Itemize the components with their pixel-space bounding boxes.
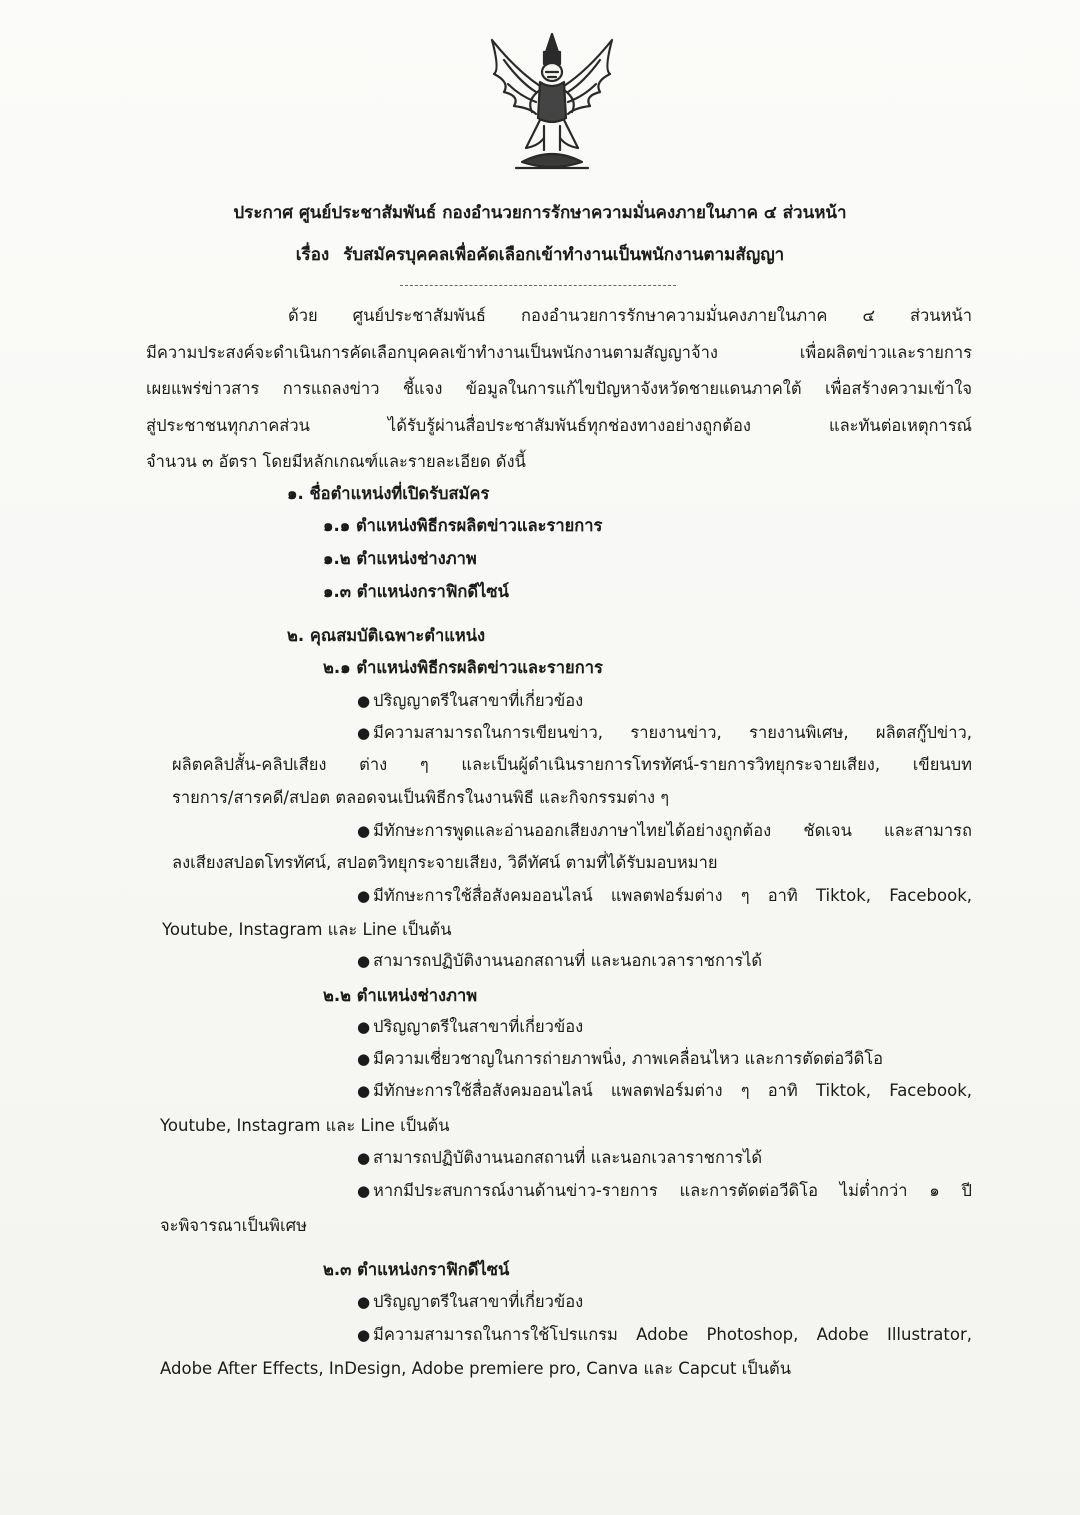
bullet-icon: ●: [357, 1293, 371, 1311]
qualification-continuation: ลงเสียงสปอตโทรทัศน์, สปอตวิทยุกระจายเสียง, วิดีทัศน์ ตามที่ได้รับมอบหมาย: [172, 853, 718, 872]
qualification-bullet: ● มีทักษะการใช้สื่อสังคมออนไลน์ แพลตฟอร์มต่าง ๆ อาทิ Tiktok, Facebook,: [357, 1078, 972, 1104]
qualification-continuation: Youtube, Instagram และ Line เป็นต้น: [160, 1116, 450, 1135]
bullet-icon: ●: [357, 1326, 371, 1344]
qualification-continuation: จะพิจารณาเป็นพิเศษ: [160, 1216, 308, 1235]
intro-paragraph: [146, 303, 972, 486]
qualification-bullet: ● มีความสามารถในการเขียนข่าว, รายงานข่าว, รายงานพิเศษ, ผลิตสกู๊ปข่าว,: [357, 720, 972, 746]
bullet-icon: ●: [357, 692, 371, 710]
bullet-icon: ●: [357, 1018, 371, 1036]
qualification-bullet: ● มีทักษะการพูดและอ่านออกเสียงภาษาไทยได้อย่างถูกต้อง ชัดเจน และสามารถ: [357, 818, 972, 844]
qualification-bullet: ● ปริญญาตรีในสาขาที่เกี่ยวข้อง: [357, 1014, 583, 1040]
bullet-icon: ●: [357, 1149, 371, 1167]
subject-label: เรื่อง: [295, 245, 330, 265]
bullet-icon: ●: [357, 1182, 371, 1200]
intro-line: เผยแพร่ข่าวสาร การแถลงข่าว ชี้แจง ข้อมูลในการแก้ไขปัญหาจังหวัดชายแดนภาคใต้ เพื่อสร้างความเข้าใจ: [146, 379, 972, 398]
bullet-icon: ●: [357, 887, 371, 905]
bullet-icon: ●: [357, 724, 371, 742]
announcement-title: ประกาศ ศูนย์ประชาสัมพันธ์ กองอำนวยการรักษาความมั่นคงภายในภาค ๔ ส่วนหน้า: [233, 203, 847, 223]
qualification-bullet: ● ปริญญาตรีในสาขาที่เกี่ยวข้อง: [357, 688, 583, 714]
qualification-continuation: Adobe After Effects, InDesign, Adobe premiere pro, Canva และ Capcut เป็นต้น: [160, 1359, 792, 1378]
qualification-bullet: ● มีความเชี่ยวชาญในการถ่ายภาพนิ่ง, ภาพเคลื่อนไหว และการตัดต่อวีดิโอ: [357, 1046, 883, 1072]
section1-item: ๑.๓ ตำแหน่งกราฟิกดีไซน์: [323, 582, 509, 601]
garuda-emblem-icon: [486, 30, 618, 180]
qualification-bullet: ● ปริญญาตรีในสาขาที่เกี่ยวข้อง: [357, 1289, 583, 1315]
bullet-icon: ●: [357, 1082, 371, 1100]
qualification-bullet: ● มีความสามารถในการใช้โปรแกรม Adobe Photoshop, Adobe Illustrator,: [357, 1322, 972, 1348]
qualification-bullet: ● สามารถปฏิบัติงานนอกสถานที่ และนอกเวลาราชการได้: [357, 948, 762, 974]
qualification-continuation: ผลิตคลิปสั้น-คลิปเสียง ต่าง ๆ และเป็นผู้ดำเนินรายการโทรทัศน์-รายการวิทยุกระจายเสียง, เขียนบท: [172, 755, 972, 774]
qualification-bullet: ● มีทักษะการใช้สื่อสังคมออนไลน์ แพลตฟอร์มต่าง ๆ อาทิ Tiktok, Facebook,: [357, 883, 972, 909]
section1-item: ๑.๑ ตำแหน่งพิธีกรผลิตข่าวและรายการ: [323, 516, 603, 535]
qualification-continuation: Youtube, Instagram และ Line เป็นต้น: [162, 920, 452, 939]
qualification-bullet: ● สามารถปฏิบัติงานนอกสถานที่ และนอกเวลาราชการได้: [357, 1145, 762, 1171]
section1-heading: ๑. ชื่อตำแหน่งที่เปิดรับสมัคร: [287, 484, 490, 503]
bullet-icon: ●: [357, 1050, 371, 1068]
position-heading: ๒.๑ ตำแหน่งพิธีกรผลิตข่าวและรายการ: [323, 658, 603, 677]
bullet-icon: ●: [357, 822, 371, 840]
intro-line: จำนวน ๓ อัตรา โดยมีหลักเกณฑ์และรายละเอียด ดังนี้: [146, 452, 526, 471]
intro-line: สู่ประชาชนทุกภาคส่วน ได้รับรู้ผ่านสื่อประชาสัมพันธ์ทุกช่องทางอย่างถูกต้อง และทันต่อเหตุการณ์: [146, 415, 972, 435]
bullet-icon: ●: [357, 952, 371, 970]
qualification-continuation: รายการ/สารคดี/สปอต ตลอดจนเป็นพิธีกรในงานพิธี และกิจกรรมต่าง ๆ: [172, 788, 670, 807]
position-heading: ๒.๒ ตำแหน่งช่างภาพ: [323, 986, 478, 1005]
section1-item: ๑.๒ ตำแหน่งช่างภาพ: [323, 549, 477, 568]
intro-line: มีความประสงค์จะดำเนินการคัดเลือกบุคคลเข้าทำงานเป็นพนักงานตามสัญญาจ้าง เพื่อผลิตข่าวและรายการ: [146, 342, 972, 362]
position-heading: ๒.๓ ตำแหน่งกราฟิกดีไซน์: [323, 1260, 510, 1279]
intro-line: ด้วย ศูนย์ประชาสัมพันธ์ กองอำนวยการรักษาความมั่นคงภายในภาค ๔ ส่วนหน้า: [288, 306, 972, 325]
qualification-bullet: ● หากมีประสบการณ์งานด้านข่าว-รายการ และการตัดต่อวีดิโอ ไม่ต่ำกว่า ๑ ปี: [357, 1178, 972, 1204]
section2-heading: ๒. คุณสมบัติเฉพาะตำแหน่ง: [287, 626, 486, 645]
announcement-subject: [60, 241, 1020, 268]
title-divider: [400, 285, 676, 286]
subject-text: รับสมัครบุคคลเพื่อคัดเลือกเข้าทำงานเป็นพนักงานตามสัญญา: [343, 245, 785, 265]
